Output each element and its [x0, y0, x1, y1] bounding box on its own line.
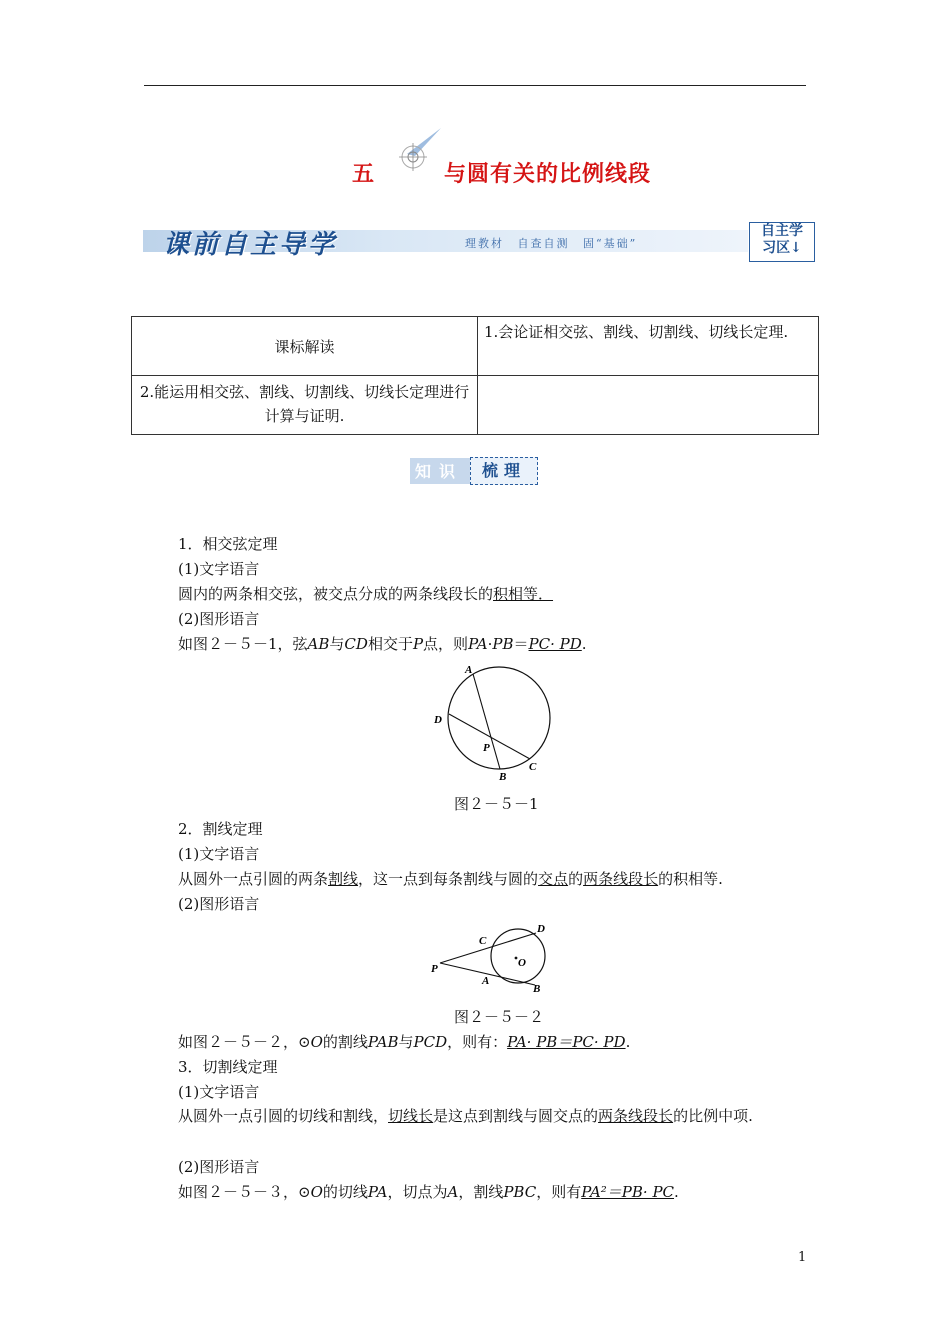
s2-figure-text: 如图２－５－２，⊙O的割线PAB与PCD，则有：PA· PB＝PC· PD.	[178, 1033, 631, 1051]
s3-sub2: (2)图形语言	[178, 1158, 260, 1176]
section-number: 五	[352, 161, 375, 187]
label-b: B	[499, 771, 507, 783]
s2-heading: 2．割线定理	[178, 820, 263, 838]
figure-2-5-2	[428, 920, 558, 998]
goals-label: 课标解读	[132, 317, 478, 376]
self-study-badge: 自主学 习区↓	[749, 222, 815, 262]
goal-1: 1.会论证相交弦、割线、切割线、切线长定理.	[478, 317, 819, 376]
label-p: P	[483, 742, 490, 754]
label-d2: D	[537, 923, 545, 935]
s1-heading: 1．相交弦定理	[178, 535, 278, 553]
page-number: 1	[798, 1250, 807, 1265]
s3-sub1: (1)文字语言	[178, 1083, 260, 1101]
s1-text: 圆内的两条相交弦，被交点分成的两条线段长的积相等．	[178, 585, 554, 603]
figure-2-5-1	[425, 660, 565, 785]
label-d: D	[434, 714, 442, 726]
s1-sub1: (1)文字语言	[178, 560, 260, 578]
s2-sub2: (2)图形语言	[178, 895, 260, 913]
header-rule	[144, 85, 806, 86]
target-icon	[385, 126, 445, 176]
banner-subtitle: 理教材 自查自测 固“基础”	[465, 237, 638, 250]
label-c2: C	[479, 935, 487, 947]
banner-title: 课前自主导学	[163, 230, 338, 260]
s3-heading: 3．切割线定理	[178, 1058, 278, 1076]
label-o2: O	[518, 957, 526, 969]
s2-text: 从圆外一点引圆的两条割线，这一点到每条割线与圆的交点的两条线段长的积相等.	[178, 870, 723, 888]
label-c: C	[529, 761, 537, 773]
label-b2: B	[533, 983, 541, 995]
knowledge-review-tag: 知识 梳理	[410, 455, 540, 487]
section-banner	[143, 224, 748, 260]
empty-cell	[478, 376, 819, 435]
s3-text: 从圆外一点引圆的切线和割线，切线长是这点到割线与圆交点的两条线段长的比例中项.	[178, 1107, 753, 1125]
page-title: 与圆有关的比例线段	[444, 161, 652, 187]
s2-sub1: (1)文字语言	[178, 845, 260, 863]
goals-table	[131, 316, 819, 435]
goal-2: 2.能运用相交弦、割线、切割线、切线长定理进行计算与证明.	[132, 376, 478, 435]
figure-2-caption: 图２－５－２	[454, 1008, 545, 1026]
s3-figure-text: 如图２－５－３，⊙O的切线PA，切点为A，割线PBC，则有PA²＝PB· PC.	[178, 1183, 679, 1201]
figure-1-caption: 图２－５－1	[454, 795, 539, 813]
s1-figure-text: 如图２－５－1，弦AB与CD相交于P点，则PA·PB＝PC· PD.	[178, 635, 587, 653]
label-a2: A	[482, 975, 490, 987]
label-p2: P	[431, 963, 438, 975]
label-a: A	[465, 664, 473, 676]
s1-sub2: (2)图形语言	[178, 610, 260, 628]
